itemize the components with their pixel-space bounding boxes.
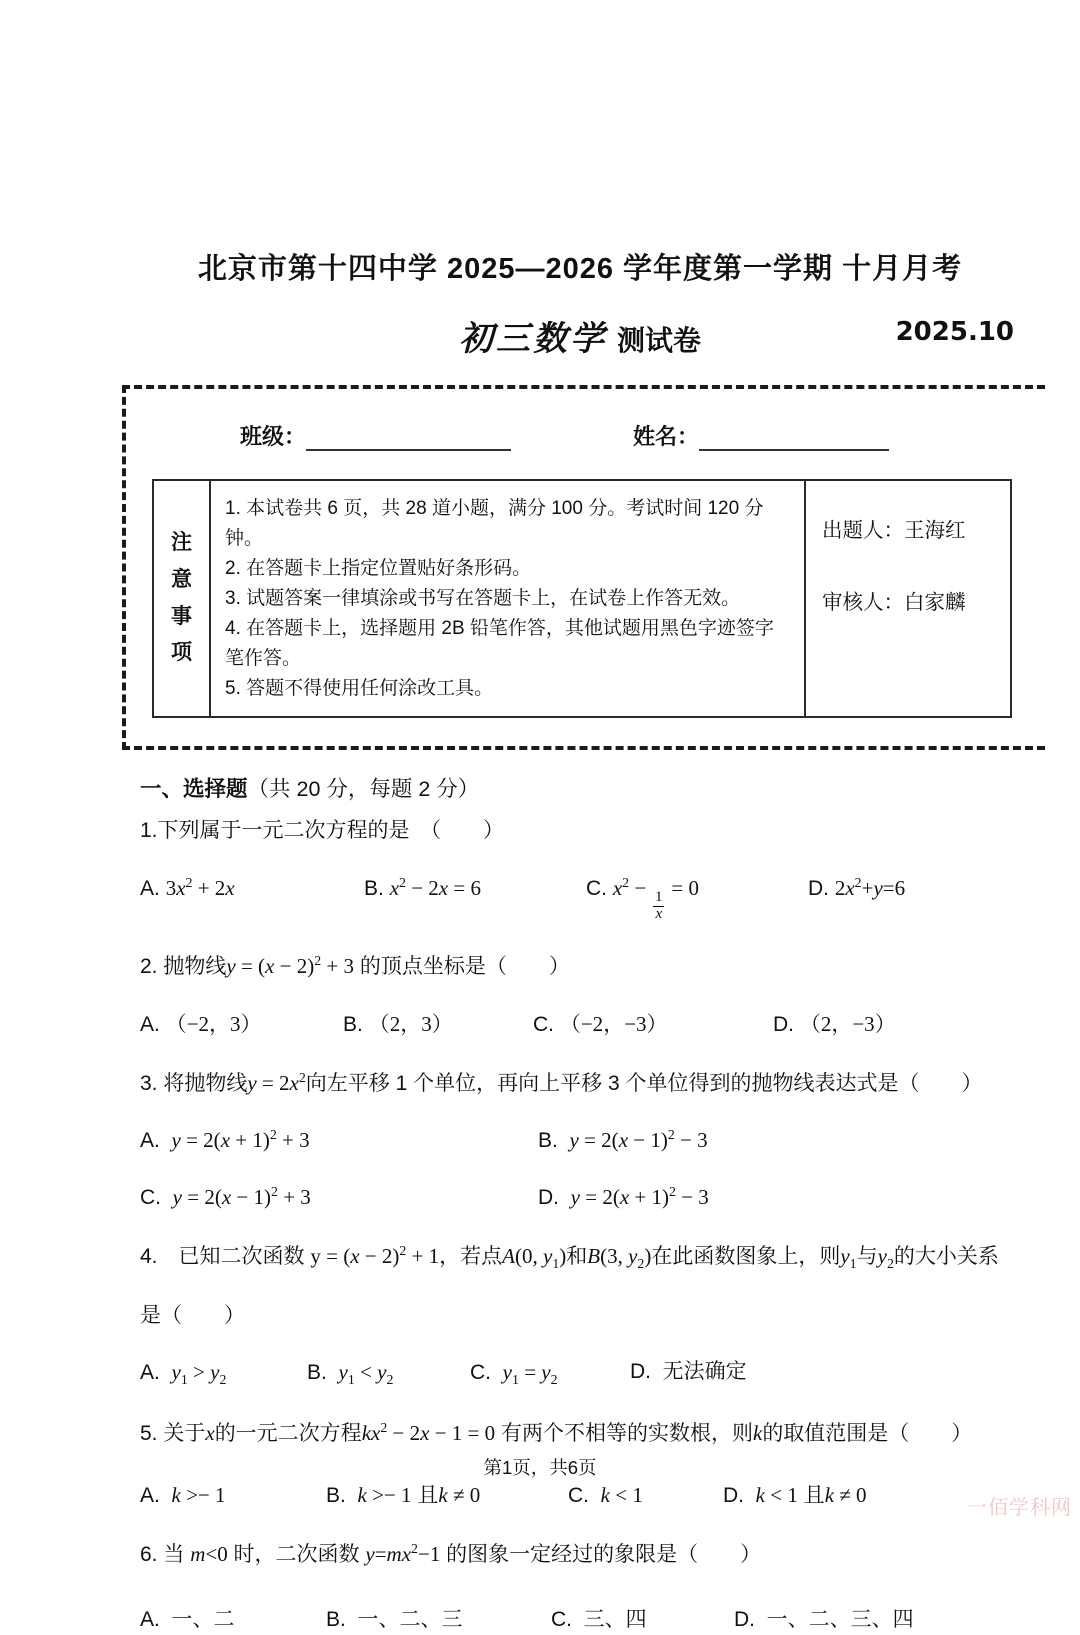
q6-option-c: C. 三、四 [551, 1607, 647, 1631]
question-2-stem: 2. 抛物线$y = (x - 2)^2 + 3$ 的顶点坐标是（ ） [140, 953, 570, 979]
exam-title-row [140, 311, 1020, 358]
q3-option-a: A. $y = 2(x + 1)^2 + 3$ [140, 1127, 310, 1153]
reviewer-line: 审核人：白家麟 [822, 591, 966, 614]
q1-option-c: C. $x^2$ − $\frac{1}{x}$ = 0 [586, 874, 700, 923]
question-1 [140, 816, 1020, 923]
notice-table [152, 479, 1012, 718]
q6-option-d: D. 一、二、三、四 [734, 1607, 914, 1631]
question-6-options [140, 1605, 1020, 1635]
q3-option-d: D. $y = 2(x + 1)^2 - 3$ [538, 1183, 709, 1209]
author-cell [804, 481, 1010, 716]
question-1-options [140, 873, 1020, 924]
name-field-blank [699, 423, 889, 451]
class-field-label: 班级： [240, 424, 307, 449]
question-3-stem: 3. 将抛物线$y = 2x^2$向左平移 1 个单位，再向上平移 3 个单位得到的抛物线表达式是（ ） [140, 1069, 983, 1095]
q4-option-d: D. 无法确定 [630, 1360, 747, 1383]
name-field-label: 姓名： [633, 424, 700, 449]
q2-option-c: C. （−2，−3） [533, 1011, 668, 1036]
student-info-row [240, 415, 1045, 451]
question-2-options [140, 1009, 1020, 1040]
question-4-options [140, 1357, 1020, 1390]
exam-date: 2025.10 [895, 317, 1014, 347]
answer-header-box [122, 385, 1045, 750]
notice-item: 5. 答题不得使用任何涂改工具。 [225, 678, 494, 700]
section-1-score-note: （共 20 分，每题 2 分） [247, 777, 480, 802]
question-2 [140, 951, 1020, 1040]
exam-kind: 测试卷 [616, 325, 701, 356]
question-5-stem: 5. 关于x的一元二次方程$kx^2 - 2x - 1 = 0$ 有两个不相等的实数根，则k的取值范围是（ ） [140, 1420, 973, 1446]
section-1-header [140, 772, 1020, 803]
notice-item: 2. 在答题卡上指定位置贴好条形码。 [225, 558, 532, 580]
q2-option-d: D. （2，−3） [773, 1011, 896, 1036]
question-4-stem: 4. 已知二次函数 $y = (x - 2)^2 + 1$，若点A(0, $y_1$)和B(3, $y_2$)在此函数图象上，则$y_1$与$y_2$的大小关系 [140, 1243, 999, 1272]
q2-option-b: B. （2，3） [343, 1011, 453, 1036]
q1-option-a: A. $3x^2 + 2x$ [140, 874, 235, 900]
question-1-stem: 1.下列属于一元二次方程的是 （ ） [140, 819, 505, 843]
page-number: 第1页，共6页 [483, 1457, 597, 1478]
q1-option-b: B. $x^2 - 2x = 6$ [364, 874, 481, 900]
site-watermark: 一佰学科网 [967, 1497, 1072, 1519]
question-3 [140, 1068, 1020, 1213]
notice-item: 4. 在答题卡上，选择题用 2B 铅笔作答，其他试题用黑色字迹签字笔作答。 [225, 618, 774, 670]
class-field-blank [306, 423, 511, 451]
page-title: 北京市第十四中学 2025—2026 学年度第一学期 十月月考 [197, 253, 963, 285]
notice-title-cell [154, 481, 211, 716]
q5-option-a: A. k >− 1 [140, 1482, 226, 1507]
q4-option-b: B. $y_1 < y_2$ [307, 1360, 394, 1388]
q5-option-b: B. k >− 1 且k ≠ 0 [326, 1482, 481, 1507]
q3-option-b: B. $y = 2(x - 1)^2 - 3$ [538, 1127, 708, 1153]
question-3-options [140, 1125, 1020, 1213]
q5-option-d: D. k < 1 且k ≠ 0 [723, 1482, 867, 1507]
q4-option-c: C. $y_1 = y_2$ [470, 1360, 558, 1388]
q5-option-c: C. k < 1 [568, 1482, 643, 1507]
question-5-options [140, 1480, 1020, 1511]
exam-name: 初三数学 [458, 321, 607, 358]
question-4-stem-line2: 是（ ） [140, 1303, 245, 1327]
notice-title: 注意事项 [170, 531, 192, 665]
notice-item: 3. 试题答案一律填涂或书写在答题卡上，在试卷上作答无效。 [225, 588, 741, 610]
setter-line: 出题人：王海红 [822, 519, 966, 542]
q6-option-a: A. 一、二 [140, 1607, 235, 1631]
question-6-stem: 6. 当 m<0 时，二次函数 $y=mx^2-1$ 的图象一定经过的象限是（ ） [140, 1541, 762, 1567]
question-6 [140, 1539, 1020, 1635]
q3-option-c: C. $y = 2(x - 1)^2 + 3$ [140, 1183, 311, 1209]
q6-option-b: B. 一、二、三 [326, 1607, 463, 1631]
section-1-title: 一、选择题 [140, 777, 248, 802]
q2-option-a: A. （−2，3） [140, 1011, 262, 1036]
q4-option-a: A. $y_1 > y_2$ [140, 1360, 227, 1388]
q1-option-d: D. $2x^2+y=6$ [808, 874, 906, 900]
notice-list [211, 481, 804, 716]
notice-item: 1. 本试卷共 6 页，共 28 道小题，满分 100 分。考试时间 120 分钟。 [225, 498, 764, 550]
question-4 [140, 1241, 1020, 1390]
